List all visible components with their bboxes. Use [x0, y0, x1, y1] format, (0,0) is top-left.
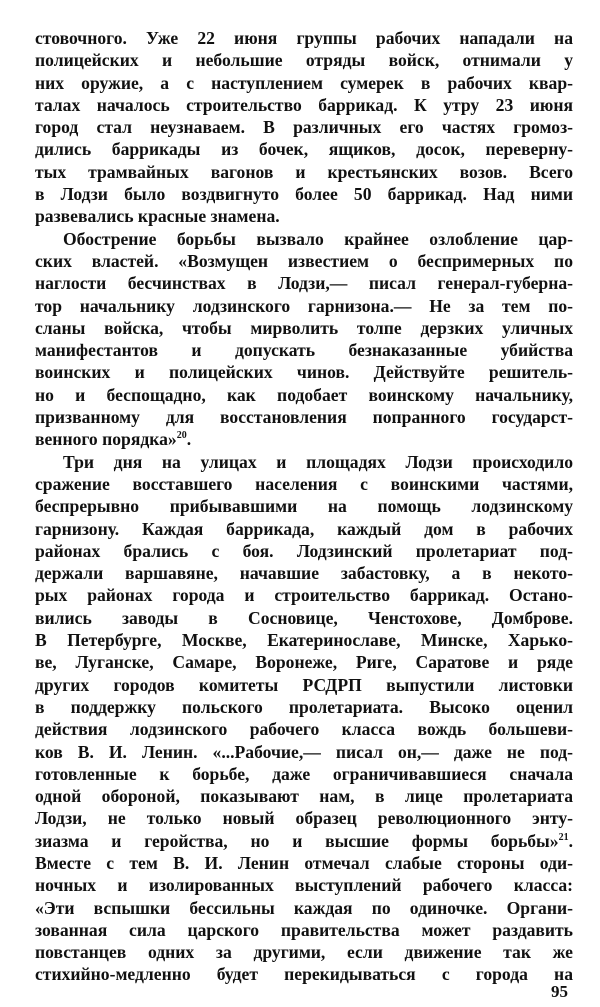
paragraph	[35, 451, 573, 986]
line-text: В Петербурге, Москве, Екатеринославе, Минске, Харько-	[35, 630, 573, 651]
line-text: вились заводы в Сосновице, Ченстохове, Домброве.	[35, 607, 573, 628]
line-text: наглости бесчинствах в Лодзи,— писал генерал-губерна-	[35, 273, 573, 294]
line-text: районах брались с боя. Лодзинский пролетариат под-	[35, 540, 573, 561]
line-text: держали варшавяне, начавшие забастовку, а в некото-	[35, 563, 573, 584]
line-text: но и беспощадно, как подобает воинскому начальнику,	[35, 384, 573, 405]
footnote-marker: 20	[176, 430, 187, 442]
line-text: Вместе с тем В. И. Ленин отмечал слабые стороны оди-	[35, 852, 573, 873]
text-line	[35, 696, 573, 718]
text-line	[35, 562, 573, 584]
text-line	[35, 339, 573, 361]
punctuation: .	[568, 830, 573, 851]
text-line	[35, 183, 573, 205]
line-text: зованная сила царского правительства может раздавить	[35, 919, 573, 940]
text-line	[35, 384, 573, 406]
line-text: повстанцев одних за другими, если движение так же	[35, 942, 573, 963]
line-text: город стал неузнаваем. В различных его частях громоз-	[35, 117, 573, 138]
text-line	[35, 27, 573, 49]
line-text: других городов комитеты РСДРП выпустили листовки	[35, 674, 573, 695]
text-line	[35, 763, 573, 785]
line-text: ночных и изолированных выступлений рабочего класса:	[35, 875, 573, 896]
text-line	[35, 941, 573, 963]
line-text: венного порядка»	[35, 429, 177, 450]
paragraph	[35, 228, 573, 451]
text-line	[35, 451, 573, 473]
text-line	[35, 495, 573, 517]
text-line	[35, 629, 573, 651]
line-text: ве, Луганске, Самаре, Воронеже, Риге, Саратове и ряде	[35, 652, 573, 673]
line-text: в поддержку польского пролетариата. Высоко оценил	[35, 696, 573, 717]
text-line	[35, 406, 573, 428]
text-line	[35, 607, 573, 629]
text-line	[35, 741, 573, 763]
text-line	[35, 718, 573, 740]
line-text: Обострение борьбы вызвало крайнее озлобление цар-	[63, 228, 573, 249]
text-line	[35, 361, 573, 383]
punctuation: .	[186, 429, 192, 450]
line-text: талах началось строительство баррикад. К утру 23 июня	[35, 94, 573, 115]
text-line	[35, 651, 573, 673]
text-line	[35, 674, 573, 696]
line-text: зиазма и геройства, но и высшие формы борьбы»	[35, 830, 559, 851]
text-line	[35, 897, 573, 919]
text-line	[35, 317, 573, 339]
paragraph	[35, 27, 573, 228]
text-line	[35, 161, 573, 183]
text-line	[35, 295, 573, 317]
text-line	[35, 94, 573, 116]
line-text: манифестантов и допускать безнаказанные убийства	[35, 340, 573, 361]
text-line	[35, 116, 573, 138]
text-line	[35, 919, 573, 941]
text-line	[35, 138, 573, 160]
line-text: тор начальнику лодзинского гарнизона.— Не за тем по-	[35, 295, 573, 316]
line-text: дились баррикады из бочек, ящиков, досок, переверну-	[35, 139, 573, 160]
text-line	[35, 584, 573, 606]
line-text: в Лодзи было воздвигнуто более 50 баррикад. Над ними	[35, 184, 573, 205]
line-text: ков В. И. Ленин. «...Рабочие,— писал он,— даже не под-	[35, 741, 573, 762]
line-text: гарнизону. Каждая баррикада, каждый дом в рабочих	[35, 518, 573, 539]
line-text: действия лодзинского рабочего класса вождь большеви-	[35, 719, 573, 740]
line-text: Лодзи, не только новый образец революционного энту-	[35, 808, 573, 829]
line-text: стихийно-медленно будет перекидываться с города на	[35, 964, 573, 985]
text-line	[35, 205, 573, 227]
text-line	[35, 785, 573, 807]
line-text: беспрерывно прибывавшими на помощь лодзинскому	[35, 496, 573, 517]
line-text: развевались красные знамена.	[35, 206, 280, 227]
line-text: воинских и полицейских чинов. Действуйте решитель-	[35, 362, 573, 383]
text-line	[35, 272, 573, 294]
text-line	[35, 874, 573, 896]
line-text: ских властей. «Возмущен известием о беспримерных по	[35, 250, 573, 271]
line-text: сражение восставшего населения с воинскими частями,	[35, 473, 573, 494]
text-line	[35, 540, 573, 562]
text-line	[35, 807, 573, 829]
page-body	[35, 27, 573, 986]
line-text: стовочного. Уже 22 июня группы рабочих нападали на	[35, 28, 573, 48]
text-line	[35, 518, 573, 540]
text-line	[35, 49, 573, 71]
footnote-marker: 21	[558, 831, 569, 843]
line-text: Три дня на улицах и площадях Лодзи происходило	[63, 451, 573, 472]
text-line	[35, 852, 573, 874]
line-text: «Эти вспышки бессильны каждая по одиночке. Органи-	[35, 897, 573, 918]
line-text: сланы войска, чтобы мирволить толпе дерзких уличных	[35, 317, 573, 338]
line-text: призванному для восстановления попранного государст-	[35, 407, 573, 428]
line-text: них оружие, а с наступлением сумерек в рабочих квар-	[35, 72, 573, 93]
line-text: рых районах города и строительство баррикад. Остано-	[35, 585, 573, 606]
text-line	[35, 250, 573, 272]
text-line	[35, 963, 573, 985]
text-line	[35, 830, 573, 852]
text-line	[35, 228, 573, 250]
page-number: 95	[551, 982, 568, 1001]
line-text: одной обороной, показывают нам, в лице пролетариата	[35, 786, 573, 807]
line-text: полицейских и небольшие отряды войск, отнимали у	[35, 50, 573, 71]
text-line	[35, 428, 573, 450]
line-text: готовленные к борьбе, даже ограничивавшиеся сначала	[35, 763, 573, 784]
text-line	[35, 72, 573, 94]
line-text: тых трамвайных вагонов и крестьянских возов. Всего	[35, 161, 573, 182]
text-line	[35, 473, 573, 495]
